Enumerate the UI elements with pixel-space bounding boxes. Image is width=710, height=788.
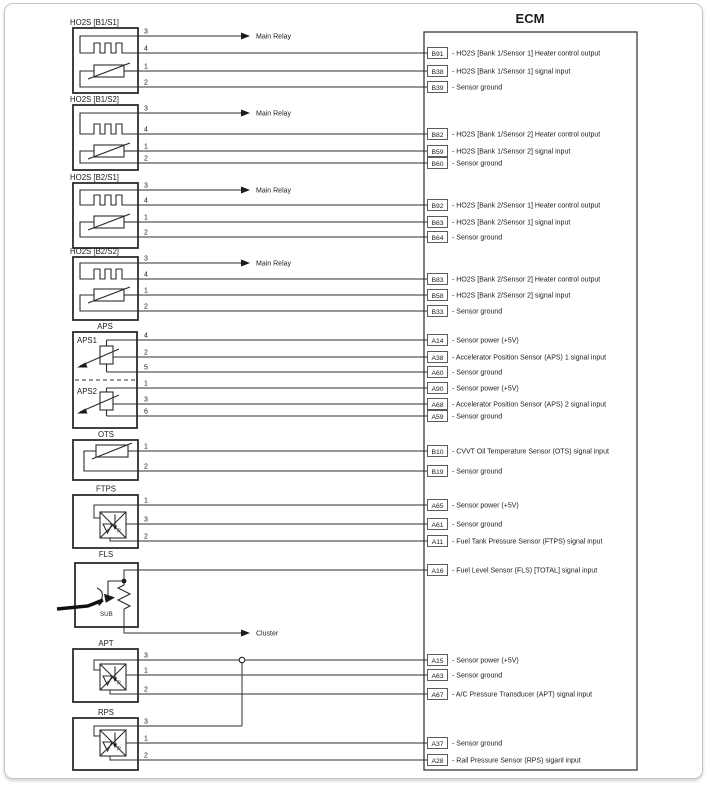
ecm-pin-row-a14 (107, 332, 519, 346)
ecm-pin-id: A11 (431, 538, 444, 546)
junction-circle (239, 657, 245, 663)
arrow-right-icon (241, 260, 250, 267)
sensor-label: FLS (98, 550, 114, 559)
ecm-pin-desc: - Sensor ground (452, 468, 503, 476)
sensor-rps (73, 708, 242, 770)
pin-number: 1 (144, 443, 148, 451)
main-relay-label: Main Relay (256, 110, 292, 118)
wire (110, 538, 428, 541)
ecm-pin-desc: - HO2S [Bank 1/Sensor 1] signal input (452, 68, 571, 76)
ecm-pin-desc: - HO2S [Bank 2/Sensor 2] Heater control output (452, 276, 601, 284)
ecm-pin-desc: - Sensor ground (452, 521, 503, 529)
pin-number: 2 (144, 463, 148, 471)
ecm-pin-row-b58 (138, 287, 571, 301)
sensor-ho2s-b2s2 (70, 247, 292, 320)
ecm-pin-row-b19 (138, 463, 503, 477)
ecm-pin-id: A90 (431, 385, 444, 393)
pin-number: 4 (144, 271, 148, 279)
main-relay-label: Main Relay (256, 187, 292, 195)
ecm-pin-row-b39 (138, 79, 503, 93)
ecm-pin-desc: - Rail Pressure Sensor (RPS) siganl input (452, 757, 581, 765)
sensor-ots (73, 430, 148, 480)
wire (124, 570, 428, 581)
ecm-pin-desc: - CVVT Oil Temperature Sensor (OTS) signal input (452, 448, 609, 456)
sensor-ho2s-b1s2 (70, 95, 292, 170)
pin-number: 1 (144, 380, 148, 388)
wire (110, 756, 428, 760)
ecm-pin-row-b83 (138, 271, 601, 285)
ecm-pin-row-b60 (138, 155, 503, 169)
ecm-pin-row-a16 (124, 565, 597, 582)
pin-number: 4 (144, 126, 148, 134)
sensor-label: HO2S [B1/S1] (70, 18, 119, 27)
ecm-pin-row-a38 (113, 349, 607, 363)
ecm-pin-desc: - HO2S [Bank 1/Sensor 1] Heater control output (452, 50, 601, 58)
ecm-pin-desc: - Fuel Level Sensor (FLS) [TOTAL] signal input (452, 567, 598, 575)
sensor-fls (57, 550, 279, 638)
ecm-pin-row-a90 (107, 380, 519, 394)
ecm-pin-desc: - HO2S [Bank 2/Sensor 1] signal input (452, 219, 571, 227)
ecm-pin-id: A38 (431, 354, 444, 362)
ecm-pin-row-b82 (138, 126, 601, 140)
ecm-pin-desc: - Sensor ground (452, 413, 503, 421)
ecm-pin-row-b63 (138, 214, 571, 228)
pin-number: 3 (144, 718, 148, 726)
ecm-pin-id: B58 (431, 292, 444, 300)
ecm-pin-id: B64 (431, 234, 444, 242)
ecm-title: ECM (515, 11, 545, 26)
ecm-pin-row-a61 (126, 516, 503, 530)
ecm-pin-row-b64 (138, 229, 503, 243)
pressure-symbol-label: p (117, 745, 121, 752)
ecm-pin-row-b33 (138, 303, 503, 317)
ecm-pin-row-b38 (138, 63, 571, 77)
ecm-pin-row-a60 (107, 364, 503, 378)
arrow-right-icon (241, 187, 250, 194)
sensor-box (73, 105, 138, 170)
arrow-right-icon (241, 630, 250, 637)
ecm-pin-row-a63 (126, 667, 503, 681)
pin-number: 2 (144, 752, 148, 760)
ecm-pin-id: A37 (431, 740, 444, 748)
ecm-pin-id: B82 (431, 131, 444, 139)
ecm-pin-desc: - Fuel Tank Pressure Sensor (FTPS) signal input (452, 538, 603, 546)
ecm-pin-id: B39 (431, 84, 444, 92)
ecm-pin-id: A60 (431, 369, 444, 377)
ecm-pin-id: A15 (431, 657, 444, 665)
ecm-pin-row-a37 (126, 735, 503, 749)
ecm-pin-desc: - Sensor ground (452, 160, 503, 168)
ecm-pin-id: A65 (431, 502, 444, 510)
pin-number: 2 (144, 686, 148, 694)
ecm-pin-desc: - Sensor ground (452, 369, 503, 377)
wire-cluster (124, 609, 241, 633)
pin-number: 2 (144, 533, 148, 541)
ecm-pin-id: B19 (431, 468, 444, 476)
ecm-pin-row-a28 (110, 752, 581, 766)
ecm-pin-row-a67 (110, 686, 593, 700)
pin-number: 6 (144, 408, 148, 416)
ecm-pin-id: B83 (431, 276, 444, 284)
ecm-pin-id: B59 (431, 148, 444, 156)
pin-number: 1 (144, 667, 148, 675)
sensor-label: HO2S [B2/S1] (70, 173, 119, 182)
pin-number: 1 (144, 287, 148, 295)
ecm-pin-row-b92 (138, 197, 601, 211)
ecm-pin-desc: - HO2S [Bank 2/Sensor 2] signal input (452, 292, 571, 300)
pin-number: 1 (144, 735, 148, 743)
ecm-pin-id: A63 (431, 672, 444, 680)
pin-number: 2 (144, 229, 148, 237)
ecm-pin-desc: - Accelerator Position Sensor (APS) 2 signal input (452, 401, 607, 409)
sensor-box (73, 28, 138, 93)
sub-label: SUB (100, 611, 113, 618)
ecm-pin-desc: - Sensor power (+5V) (452, 502, 519, 510)
ecm-pin-id: A14 (431, 337, 444, 345)
ecm-pin-row-b59 (138, 143, 571, 157)
ecm-pin-row-a68 (113, 396, 607, 410)
pin-number: 3 (144, 105, 148, 113)
pin-number: 3 (144, 652, 148, 660)
ecm-pin-id: A28 (431, 757, 444, 765)
pin-number: 3 (144, 396, 148, 404)
ecm-pin-id: A61 (431, 521, 444, 529)
pin-number: 3 (144, 516, 148, 524)
sensor-label: FTPS (96, 484, 116, 494)
ecm-pin-row-a65 (94, 497, 519, 519)
ecm-pin-row-a15 (94, 652, 519, 671)
ecm-pin-desc: - Sensor ground (452, 234, 503, 242)
sensor-label: HO2S [B2/S2] (70, 247, 119, 256)
ecm-pin-id: A68 (431, 401, 444, 409)
ecm-pin-id: B63 (431, 219, 444, 227)
pin-number: 5 (144, 364, 148, 372)
sensor-label: APT (98, 639, 114, 648)
arrow-right-icon (241, 33, 250, 40)
sensor-aps (73, 322, 148, 428)
pin-number: 4 (144, 332, 148, 340)
ecm-pin-row-a11 (110, 533, 603, 547)
pin-number: 1 (144, 497, 148, 505)
pin-number: 1 (144, 143, 148, 151)
ecm-pin-id: A16 (431, 567, 444, 575)
sensor-ho2s-b1s1 (70, 18, 292, 93)
main-relay-label: Main Relay (256, 33, 292, 41)
ecm-pin-id: B91 (431, 50, 444, 58)
pin-number: 3 (144, 255, 148, 263)
sensor-label: OTS (97, 430, 115, 439)
aps2-label: APS2 (77, 387, 97, 396)
main-relay-label: Main Relay (256, 260, 292, 268)
sensor-label: APS (97, 322, 113, 331)
ecm-pin-id: B92 (431, 202, 444, 210)
ecm-pin-desc: - A/C Pressure Transducer (APT) signal input (452, 691, 593, 699)
pin-number: 4 (144, 45, 148, 53)
arrow-right-icon (241, 110, 250, 117)
ecm-pin-row-b91 (138, 45, 601, 59)
sensor-box (73, 495, 138, 548)
ecm-pin-desc: - HO2S [Bank 2/Sensor 1] Heater control output (452, 202, 601, 210)
wire (110, 690, 428, 694)
ecm-pin-id: B10 (431, 448, 444, 456)
sensor-label: RPS (97, 708, 115, 717)
ecm-pin-desc: - Sensor power (+5V) (452, 657, 519, 665)
pin-number: 3 (144, 28, 148, 36)
ecm-pin-desc: - HO2S [Bank 1/Sensor 2] signal input (452, 148, 571, 156)
ecm-pin-id: A59 (431, 413, 444, 421)
ecm-pin-desc: - HO2S [Bank 1/Sensor 2] Heater control output (452, 131, 601, 139)
pin-number: 2 (144, 303, 148, 311)
sensor-label: HO2S [B1/S2] (70, 95, 119, 104)
ecm-pin-desc: - Sensor ground (452, 672, 503, 680)
pin-number: 1 (144, 63, 148, 71)
pin-number: 2 (144, 155, 148, 163)
ecm-pin-desc: - Sensor ground (452, 740, 503, 748)
cluster-label: Cluster (256, 630, 279, 638)
pressure-symbol-label: p (117, 679, 121, 686)
pressure-symbol-label: p (117, 527, 121, 534)
pin-number: 2 (144, 79, 148, 87)
aps1-label: APS1 (77, 336, 97, 345)
pin-number: 3 (144, 182, 148, 190)
ecm-pin-id: A67 (431, 691, 444, 699)
ecm-pin-desc: - Accelerator Position Sensor (APS) 1 signal input (452, 354, 607, 362)
ecm-pin-desc: - Sensor ground (452, 308, 503, 316)
ecm-pin-desc: - Sensor ground (452, 84, 503, 92)
ecm-pin-id: B33 (431, 308, 444, 316)
ecm-pin-id: B60 (431, 160, 444, 168)
ecm-pin-row-a59 (107, 408, 503, 422)
ecm-pin-id: B38 (431, 68, 444, 76)
ecm-pin-row-b10 (128, 443, 609, 457)
pin-number: 2 (144, 349, 148, 357)
pin-number: 4 (144, 197, 148, 205)
ecm-pin-desc: - Sensor power (+5V) (452, 385, 519, 393)
pin-number: 1 (144, 214, 148, 222)
ecm-pin-desc: - Sensor power (+5V) (452, 337, 519, 345)
